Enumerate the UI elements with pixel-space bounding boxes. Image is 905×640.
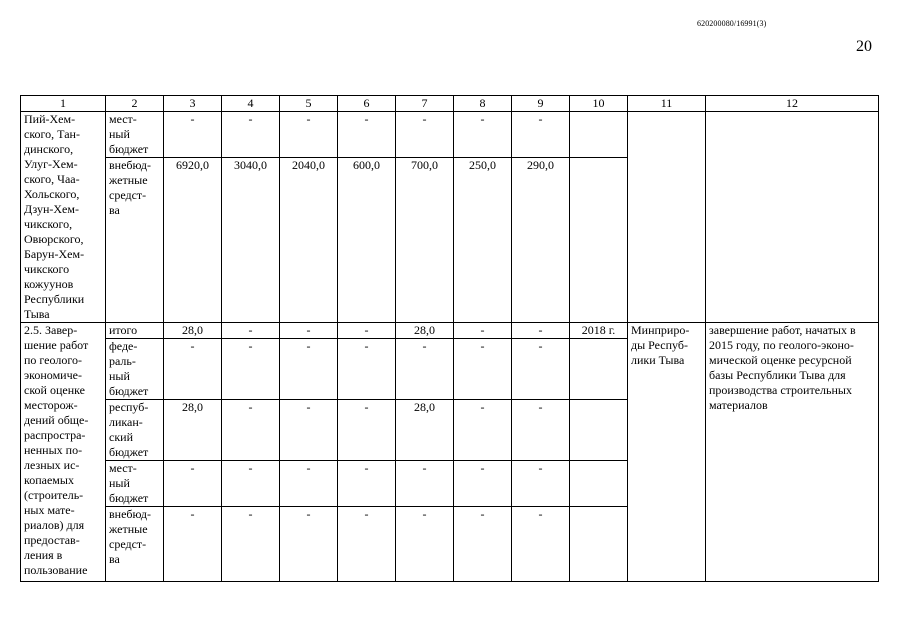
program-table <box>20 95 879 582</box>
term-cell <box>570 461 628 507</box>
value-cell: 3040,0 <box>222 158 280 323</box>
column-number: 9 <box>512 96 570 112</box>
value-cell: - <box>338 339 396 400</box>
term-cell <box>570 339 628 400</box>
value-cell: - <box>164 112 222 158</box>
result-cell: завершение работ, начатых в 2015 году, по геолого-эконо-мической оценке ресурсной базы Республики Тыва для производства строительных материалов <box>706 323 879 582</box>
column-number: 1 <box>21 96 106 112</box>
column-number: 3 <box>164 96 222 112</box>
value-cell: - <box>512 112 570 158</box>
value-cell: 28,0 <box>396 400 454 461</box>
term-cell <box>570 400 628 461</box>
term-cell <box>570 158 628 323</box>
term-cell <box>570 112 628 158</box>
funding-source-cell: респуб- ликан- ский бюджет <box>106 400 164 461</box>
term-cell: 2018 г. <box>570 323 628 339</box>
value-cell: 6920,0 <box>164 158 222 323</box>
value-cell: 28,0 <box>164 323 222 339</box>
value-cell: 250,0 <box>454 158 512 323</box>
value-cell: - <box>512 339 570 400</box>
value-cell: - <box>454 461 512 507</box>
column-number-row <box>21 96 879 112</box>
column-number: 12 <box>706 96 879 112</box>
value-cell: - <box>338 323 396 339</box>
value-cell: - <box>338 112 396 158</box>
value-cell: - <box>512 323 570 339</box>
funding-source-cell: феде- раль- ный бюджет <box>106 339 164 400</box>
value-cell: - <box>396 507 454 582</box>
table-row <box>21 323 879 339</box>
value-cell: 28,0 <box>164 400 222 461</box>
value-cell: - <box>280 507 338 582</box>
term-cell <box>570 507 628 582</box>
value-cell: - <box>454 400 512 461</box>
value-cell: - <box>454 112 512 158</box>
column-number: 8 <box>454 96 512 112</box>
activity-name-cell: Пий-Хем- ского, Тан- динского, Улуг-Хем- ского, Чаа- Хольского, Дзун-Хем- чикского, Овюрского, Барун-Хем- чикского кожуунов Республики Тыва <box>21 112 106 323</box>
value-cell: - <box>454 507 512 582</box>
executor-cell: Минприро- ды Респуб- лики Тыва <box>628 323 706 582</box>
value-cell: - <box>280 339 338 400</box>
value-cell: - <box>222 112 280 158</box>
activity-name-cell: 2.5. Завер- шение работ по геолого- экономиче- ской оценке месторож- дений обще- распростра- ненных по- лезных ис- копаемых (строитель- ных мате- риалов) для предостав- ления в пользование <box>21 323 106 582</box>
column-number: 7 <box>396 96 454 112</box>
document-id: 620200080/16991(3) <box>697 19 767 28</box>
table-row <box>21 112 879 158</box>
value-cell: - <box>164 461 222 507</box>
value-cell: 290,0 <box>512 158 570 323</box>
value-cell: - <box>280 461 338 507</box>
value-cell: - <box>164 507 222 582</box>
value-cell: - <box>512 400 570 461</box>
value-cell: - <box>222 339 280 400</box>
value-cell: - <box>338 507 396 582</box>
value-cell: - <box>396 461 454 507</box>
value-cell: - <box>164 339 222 400</box>
value-cell: - <box>338 461 396 507</box>
page-number: 20 <box>856 38 872 55</box>
column-number: 4 <box>222 96 280 112</box>
result-cell <box>706 112 879 323</box>
executor-cell <box>628 112 706 323</box>
column-number: 5 <box>280 96 338 112</box>
value-cell: 700,0 <box>396 158 454 323</box>
value-cell: - <box>222 323 280 339</box>
value-cell: - <box>280 323 338 339</box>
funding-source-cell: мест- ный бюджет <box>106 461 164 507</box>
value-cell: - <box>512 507 570 582</box>
value-cell: - <box>454 339 512 400</box>
value-cell: - <box>338 400 396 461</box>
value-cell: - <box>222 461 280 507</box>
funding-source-cell: внебюд- жетные средст- ва <box>106 507 164 582</box>
column-number: 6 <box>338 96 396 112</box>
value-cell: - <box>280 400 338 461</box>
value-cell: - <box>396 339 454 400</box>
value-cell: 600,0 <box>338 158 396 323</box>
funding-source-cell: внебюд- жетные средст- ва <box>106 158 164 323</box>
column-number: 10 <box>570 96 628 112</box>
value-cell: - <box>396 112 454 158</box>
value-cell: - <box>222 400 280 461</box>
value-cell: 2040,0 <box>280 158 338 323</box>
column-number: 2 <box>106 96 164 112</box>
funding-source-cell: мест- ный бюджет <box>106 112 164 158</box>
value-cell: 28,0 <box>396 323 454 339</box>
value-cell: - <box>454 323 512 339</box>
funding-source-cell: итого <box>106 323 164 339</box>
value-cell: - <box>512 461 570 507</box>
value-cell: - <box>222 507 280 582</box>
value-cell: - <box>280 112 338 158</box>
column-number: 11 <box>628 96 706 112</box>
